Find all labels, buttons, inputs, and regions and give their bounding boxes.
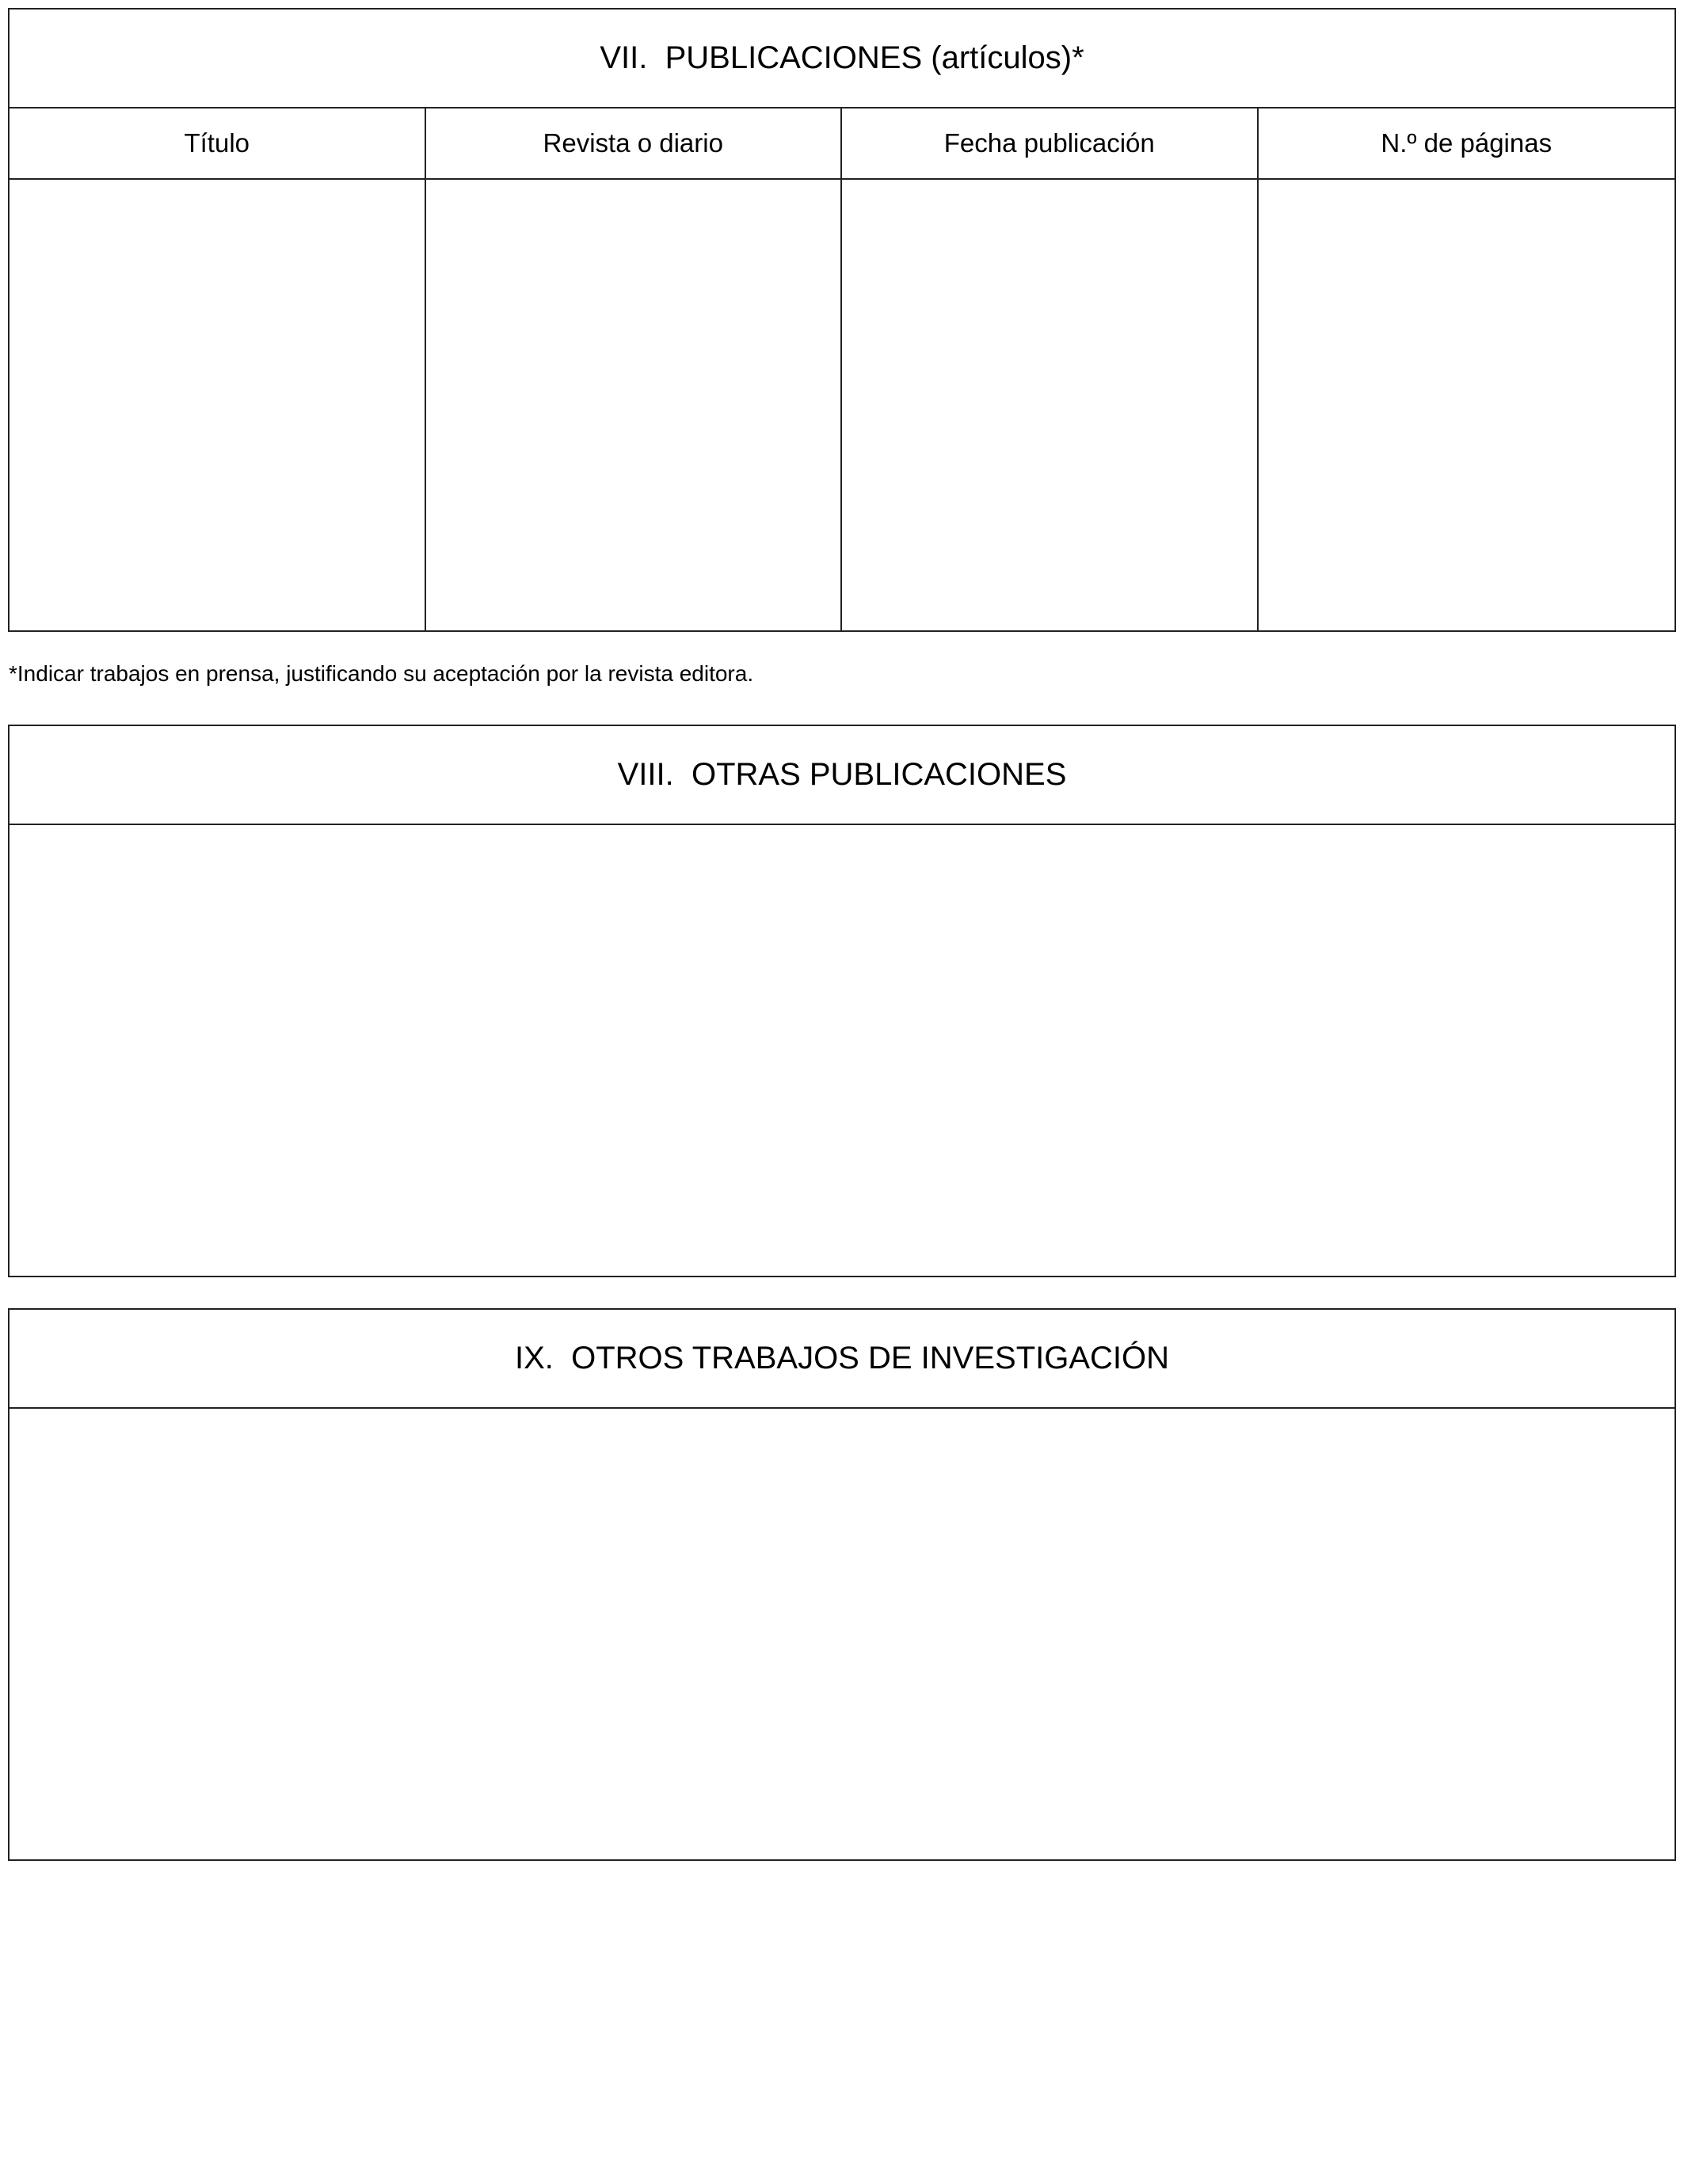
other-publications-section [8, 725, 1676, 1277]
other-research-section [8, 1308, 1676, 1861]
footnote: *Indicar trabajos en prensa, justificando su aceptación por la revista editora. [9, 661, 754, 686]
page-count-entry-cell[interactable] [1259, 180, 1675, 630]
other-publications-entry-area[interactable] [10, 825, 1674, 1276]
column-header-publication-date: Fecha publicación [842, 108, 1259, 180]
other-publications-section-title: VIII. OTRAS PUBLICACIONES [10, 726, 1674, 825]
publications-section [8, 8, 1676, 632]
journal-entry-cell[interactable] [426, 180, 843, 630]
publication-date-entry-cell[interactable] [842, 180, 1259, 630]
other-research-section-title: IX. OTROS TRABAJOS DE INVESTIGACIÓN [10, 1310, 1674, 1409]
publications-table [10, 108, 1674, 630]
column-header-journal: Revista o diario [426, 108, 843, 180]
other-research-entry-area[interactable] [10, 1409, 1674, 1859]
publications-section-title: VII. PUBLICACIONES (artículos)* [10, 10, 1674, 108]
column-header-page-count: N.º de páginas [1259, 108, 1675, 180]
column-header-title: Título [10, 108, 426, 180]
title-entry-cell[interactable] [10, 180, 426, 630]
